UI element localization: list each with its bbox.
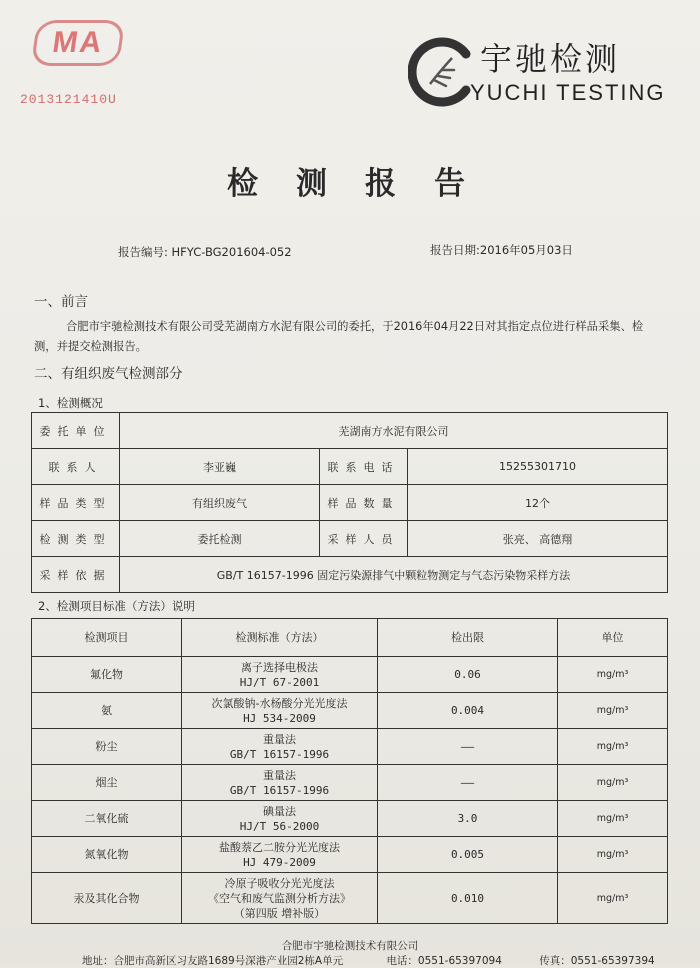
footer-company: 合肥市宇驰检测技术有限公司: [281, 940, 419, 952]
standards-table: [31, 618, 668, 924]
ma-certification-mark: MA: [31, 20, 125, 66]
table-row: [32, 521, 668, 557]
unit-cell: mg/m³: [558, 765, 668, 801]
method-cell: [182, 837, 378, 873]
item-cell: 汞及其化合物: [32, 873, 182, 924]
column-header: 检测标准（方法）: [182, 619, 378, 657]
method-name: 重量法: [263, 768, 296, 782]
sample-qty-value: 12个: [408, 485, 668, 521]
footer-phone: 电话：0551-65397094: [386, 955, 502, 967]
limit-cell: 3.0: [378, 801, 558, 837]
table-row: [32, 729, 668, 765]
subheading-standards: 2、检测项目标准（方法）说明: [38, 599, 195, 613]
unit-cell: mg/m³: [558, 729, 668, 765]
certification-number: 2013121410U: [20, 92, 117, 107]
overview-table: [31, 412, 668, 593]
section-heading-exhaust: 二、有组织废气检测部分: [34, 366, 183, 382]
client-value: 芜湖南方水泥有限公司: [120, 413, 668, 449]
section-heading-preface: 一、前言: [34, 294, 88, 310]
sample-type-value: 有组织废气: [120, 485, 320, 521]
phone-value: 15255301710: [408, 449, 668, 485]
method-name: 次氯酸钠-水杨酸分光光度法: [211, 696, 348, 710]
logo-english-name: YUCHI TESTING: [470, 80, 666, 105]
unit-cell: mg/m³: [558, 657, 668, 693]
limit-cell: 0.06: [378, 657, 558, 693]
contact-value: 李亚巍: [120, 449, 320, 485]
limit-cell: ——: [378, 729, 558, 765]
sample-qty-label: 样品数量: [320, 485, 408, 521]
method-cell: [182, 729, 378, 765]
method-name: 重量法: [263, 732, 296, 746]
footer-contact: [82, 953, 655, 968]
footer-address: 地址：合肥市高新区习友路1689号深港产业园2栋A单元: [82, 955, 344, 967]
table-row: [32, 557, 668, 593]
method-code: GB/T 16157-1996: [229, 783, 330, 797]
test-type-value: 委托检测: [120, 521, 320, 557]
table-row: [32, 449, 668, 485]
method-cell: [182, 765, 378, 801]
column-header: 检出限: [378, 619, 558, 657]
table-row: [32, 801, 668, 837]
method-code: HJ 479-2009: [243, 855, 316, 869]
sampler-value: 张亮、 高德翔: [408, 521, 668, 557]
item-cell: 粉尘: [32, 729, 182, 765]
client-label: 委托单位: [32, 413, 120, 449]
table-row: [32, 837, 668, 873]
table-row: [32, 485, 668, 521]
phone-label: 联系电话: [320, 449, 408, 485]
unit-cell: mg/m³: [558, 693, 668, 729]
preface-paragraph: 合肥市宇驰检测技术有限公司受芜湖南方水泥有限公司的委托，于2016年04月22日对其指定点位进行样品采集、检测，并提交检测报告。: [34, 320, 644, 353]
method-code: HJ 534-2009: [243, 711, 316, 725]
footer-fax: 传真：0551-65397394: [539, 955, 655, 967]
unit-cell: mg/m³: [558, 873, 668, 924]
contact-label: 联系人: [32, 449, 120, 485]
yuchi-logo-icon: [408, 34, 474, 110]
method-cell: [182, 801, 378, 837]
company-logo: [408, 32, 668, 112]
subheading-overview: 1、检测概况: [38, 396, 103, 410]
method-cell: [182, 657, 378, 693]
table-row: [32, 765, 668, 801]
table-header-row: [32, 619, 668, 657]
item-cell: 二氧化硫: [32, 801, 182, 837]
basis-label: 采样依据: [32, 557, 120, 593]
table-row: [32, 657, 668, 693]
table-row: [32, 693, 668, 729]
report-number: 报告编号: HFYC-BG201604-052: [118, 245, 292, 259]
sampler-label: 采样人员: [320, 521, 408, 557]
unit-cell: mg/m³: [558, 801, 668, 837]
table-row: [32, 873, 668, 924]
method-name: 冷原子吸收分光光度法: [224, 876, 335, 890]
method-code: HJ/T 67-2001: [239, 675, 320, 689]
unit-cell: mg/m³: [558, 837, 668, 873]
method-cell: [182, 873, 378, 924]
method-code: GB/T 16157-1996: [229, 747, 330, 761]
column-header: 检测项目: [32, 619, 182, 657]
limit-cell: 0.010: [378, 873, 558, 924]
document-title: 检测报告: [227, 166, 503, 202]
item-cell: 氟化物: [32, 657, 182, 693]
table-row: [32, 413, 668, 449]
item-cell: 烟尘: [32, 765, 182, 801]
item-cell: 氨: [32, 693, 182, 729]
column-header: 单位: [558, 619, 668, 657]
test-type-label: 检测类型: [32, 521, 120, 557]
logo-chinese-name: 宇驰检测: [480, 40, 621, 78]
sample-type-label: 样品类型: [32, 485, 120, 521]
method-edition: （第四版 增补版）: [233, 906, 326, 920]
method-name: 盐酸萘乙二胺分光光度法: [219, 840, 340, 854]
basis-value: GB/T 16157-1996 固定污染源排气中颗粒物测定与气态污染物采样方法: [120, 557, 668, 593]
limit-cell: 0.004: [378, 693, 558, 729]
method-name: 碘量法: [263, 804, 296, 818]
method-code: HJ/T 56-2000: [239, 819, 320, 833]
item-cell: 氮氧化物: [32, 837, 182, 873]
limit-cell: 0.005: [378, 837, 558, 873]
method-code: 《空气和废气监测分析方法》: [208, 891, 351, 905]
method-name: 离子选择电极法: [241, 660, 318, 674]
limit-cell: ——: [378, 765, 558, 801]
report-date: 报告日期:2016年05月03日: [430, 243, 573, 257]
method-cell: [182, 693, 378, 729]
